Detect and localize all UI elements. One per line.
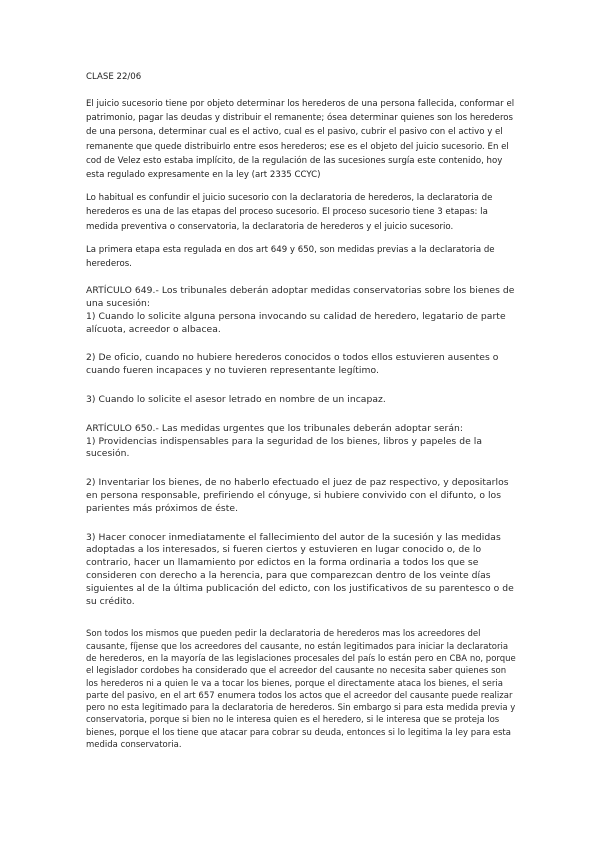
article-650-intro: ARTÍCULO 650.- Las medidas urgentes que los tribunales deberán adoptar serán:: [86, 422, 464, 434]
document-title: CLASE 22/06: [86, 72, 142, 82]
article-649-item-3: 3) Cuando lo solicite el asesor letrado en nombre de un incapaz.: [86, 394, 386, 406]
paragraph-etapas: Lo habitual es confundir el juicio sucesorio con la declaratoria de herederos, la declaratoria de herederos es una de las etapas del proceso sucesorio. El proceso sucesorio tiene 3 etapas: la medida preventiva o conservatoria, la declaratoria de herederos y el juicio sucesorio.: [86, 193, 493, 232]
article-650-item-1: 1) Providencias indispensables para la seguridad de los bienes, libros y papeles de la sucesión.: [86, 435, 483, 460]
paragraph-objeto: El juicio sucesorio tiene por objeto determinar los herederos de una persona fallecida, conformar el patrimonio, pagar las deudas y distribuir el remanente; ósea determinar quienes son los herederos de una persona, determinar cual es el activo, cual es el pasivo, cubrir el pasivo con el activo y el remanente que quede distribuirlo entre esos herederos; ese es el objeto del juicio sucesorio. En el cod de Velez esto estaba implícito, de la regulación de las sucesiones surgía este contenido, hoy esta regulado expresamente en la ley (art 2335 CCYC): [86, 99, 515, 181]
closing-paragraph: Son todos los mismos que pueden pedir la declaratoria de herederos mas los acreedores del causante, fíjense que los acreedores del causante, no están legitimados para iniciar la declaratoria de herederos, en la mayoría de las legislaciones procesales del país lo están pero en CBA no, porque el legislador cordobes ha considerado que el acreedor del causante no necesita saber quienes son los herederos ni a quien le va a tocar los bienes, porque el directamente ataca los bienes, el seria parte del pasivo, en el art 657 enumera todos los actos que el acreedor del causante puede realizar pero no esta legitimado para la declaratoria de herederos. Sin embargo si para esta medida previa y conservatoria, porque si bien no le interesa quien es el heredero, si le interesa que se proteja los bienes, porque el los tiene que atacar para cobrar su deuda, entonces si lo legitima la ley para esta medida conservatoria.: [86, 629, 516, 751]
article-650-item-2: 2) Inventariar los bienes, de no haberlo efectuado el juez de paz respectivo, y depositarlos en persona responsable, prefiriendo el cónyuge, si hubiere convivido con el difunto, o los parientes más próximos de éste.: [86, 477, 509, 514]
article-650-item-3: 3) Hacer conocer inmediatamente el fallecimiento del autor de la sucesión y las medidas adoptadas a los interesados, si fueren ciertos y estuvieren en lugar conocido o, de lo contrario, hacer un llamamiento por edictos en la forma ordinaria a todos los que se consideren con derecho a la herencia, para que comparezcan dentro de los veinte días siguientes al de la última publicación del edicto, con los justificativos de su parentesco o de su crédito.: [86, 531, 514, 607]
article-649-intro: ARTÍCULO 649.- Los tribunales deberán adoptar medidas conservatorias sobre los bienes de una sucesión:: [86, 285, 515, 310]
article-649-item-1: 1) Cuando lo solicite alguna persona invocando su calidad de heredero, legatario de parte alícuota, acreedor o albacea.: [86, 310, 506, 335]
article-649-item-2: 2) De oficio, cuando no hubiere herederos conocidos o todos ellos estuvieren ausentes o cuando fueren incapaces y no tuvieren representante legítimo.: [86, 352, 499, 377]
paragraph-primera-etapa: La primera etapa esta regulada en dos art 649 y 650, son medidas previas a la declaratoria de herederos.: [86, 244, 495, 270]
